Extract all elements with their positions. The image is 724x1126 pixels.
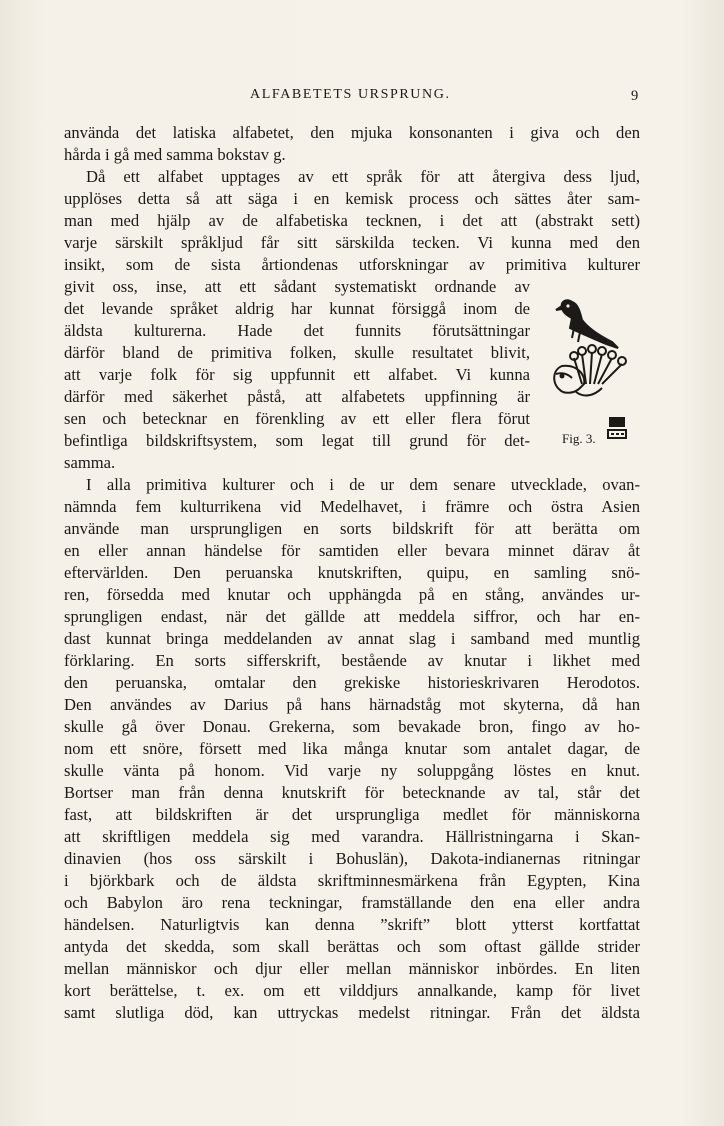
text-line: därför med säkerhet påstå, att alfabetets uppfinning är	[64, 387, 530, 406]
text-line: förklaring. En sorts sifferskrift, bestående av knutar i likhet med	[64, 651, 640, 670]
text-line: man med hjälp av de alfabetiska tecknen, i det att (abstrakt sett)	[64, 211, 640, 230]
text-line: mellan människor och djur eller mellan människor inbördes. En liten	[64, 959, 640, 978]
text-line: Bortser man från denna knutskrift för betecknande av tal, står det	[64, 783, 640, 802]
text-line: sen och betecknar en förenkling av ett eller flera förut	[64, 409, 530, 428]
text-line: dast kunnat bringa meddelanden av annat slag i samband med muntlig	[64, 629, 640, 648]
text-line: äldsta kulturerna. Hade det funnits förutsättningar	[64, 321, 530, 340]
text-line: den peruanska, omtalar den grekiske historieskrivaren Herodotos.	[64, 673, 640, 692]
text-line: Den användes av Darius på hans härnadståg mot skyterna, då han	[64, 695, 640, 714]
text-line: kort berättelse, t. ex. om ett vilddjurs annalkande, kamp för livet	[64, 981, 640, 1000]
text-line: nämnda fem kulturrikena vid Medelhavet, i främre och östra Asien	[64, 497, 640, 516]
text-line: befintliga bildskriftsystem, som legat till grund för det-	[64, 431, 530, 450]
text-line: eftervärlden. Den peruanska knutskriften, quipu, en samling snö-	[64, 563, 640, 582]
text-line: givit oss, inse, att ett sådant systematiskt ordnande av	[64, 277, 530, 296]
text-line: därför bland de primitiva folken, skulle resultatet blivit,	[64, 343, 530, 362]
text-line: varje särskilt språkljud får sitt särskilda tecken. Vi kunna med den	[64, 233, 640, 252]
text-line: använde man ursprungligen en sorts bildskrift för att berätta om	[64, 519, 640, 538]
text-line: samma.	[64, 453, 116, 472]
bird-glyph	[556, 300, 618, 348]
text-line: använda det latiska alfabetet, den mjuka konsonanten i giva och den	[64, 123, 640, 142]
text-line: det levande språket aldrig har kunnat försiggå inom de	[64, 299, 530, 318]
text-line: dinavien (hos oss särskilt i Bohuslän), Dakota-indianernas ritningar	[64, 849, 640, 868]
text-line: nom ett snöre, försett med lika många knutar som antalet dagar, de	[64, 739, 640, 758]
text-line: antyda det skedda, som skall berättas och som oftast gällde strider	[64, 937, 640, 956]
running-title: ALFABETETS URSPRUNG.	[250, 87, 451, 102]
text-line: Då ett alfabet upptages av ett språk för att återgiva dess ljud,	[86, 167, 640, 186]
text-line: och Babylon äro rena teckningar, framställande den ena eller andra	[64, 893, 640, 912]
text-line: ren, försedda med knutar och upphängda på en stång, användes ur-	[64, 585, 640, 604]
text-line: skulle vänta på honom. Vid varje ny soluppgång löstes en knut.	[64, 761, 640, 780]
text-line: I alla primitiva kulturer och i de ur dem senare utvecklade, ovan-	[86, 475, 640, 494]
text-line: i björkbark och de äldsta skriftminnesmärkena från Egypten, Kina	[64, 871, 640, 890]
text-line: insikt, som de sista årtiondenas utforskningar av primitiva kulturer	[64, 255, 640, 274]
text-line: händelsen. Naturligtvis kan denna ”skrift” blott ytterst kortfattat	[64, 915, 640, 934]
text-line: sprungligen endast, när det gällde att meddela siffror, och har en-	[64, 607, 640, 626]
text-line: upplöses detta så att säga i en kemisk process och sättes åter sam-	[64, 189, 640, 208]
text-line: att varje folk för sig uppfunnit ett alfabet. Vi kunna	[64, 365, 530, 384]
text-line: samt slutliga död, kan uttryckas medelst ritningar. Från det äldsta	[64, 1003, 640, 1022]
page-header	[0, 85, 724, 107]
text-line: en eller annan händelse för samtiden eller bevara minnet därav åt	[64, 541, 640, 560]
text-line: fast, att bildskriften är det ursprungliga medlet för människorna	[64, 805, 640, 824]
text-line: hårda i gå med samma bokstav g.	[64, 145, 286, 164]
water-glyph	[608, 418, 626, 438]
text-line: att skriftligen meddela sig med varandra. Hällristningarna i Skan-	[64, 827, 640, 846]
page-number: 9	[631, 88, 639, 104]
papyrus-glyph	[570, 345, 626, 384]
text-line: skulle gå över Donau. Grekerna, som bevakade bron, fingo av ho-	[64, 717, 640, 736]
figure-caption: Fig. 3.	[562, 431, 596, 446]
